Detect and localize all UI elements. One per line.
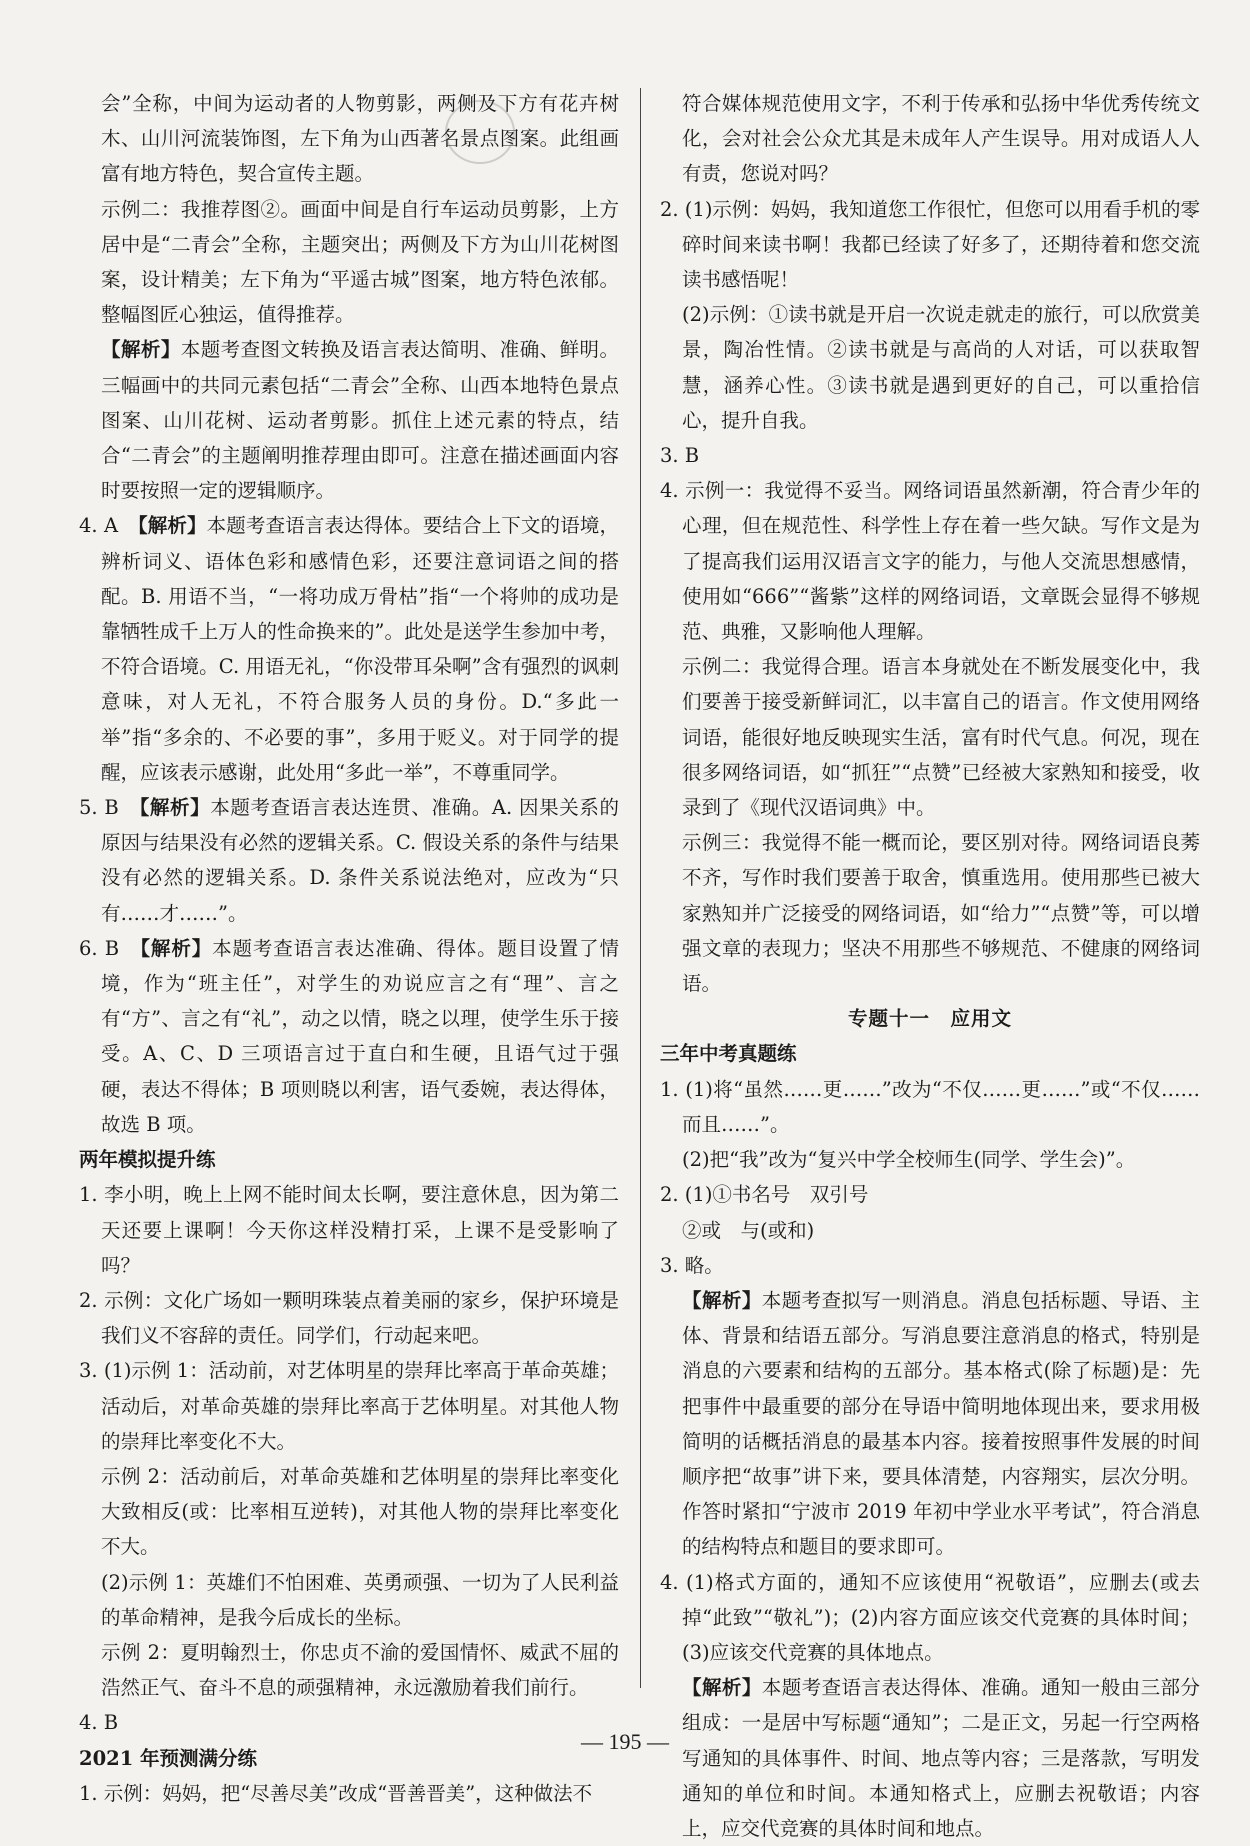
right-paragraph <box>660 297 1200 438</box>
left-paragraph <box>79 1353 619 1459</box>
column-divider <box>640 88 641 1688</box>
right-paragraph <box>660 1072 1200 1142</box>
paragraph-text: 本题考查图文转换及语言表达简明、准确、鲜明。三幅画中的共同元素包括“二青会”全称、山西本地特色景点图案、山川花树、运动者剪影。抓住上述元素的特点，结合“二青会”的主题阐明推荐理由即可。注意在描述画面内容时要按照一定的逻辑顺序。 <box>101 338 619 503</box>
analysis-label: 【解析】 <box>137 514 207 538</box>
paragraph-text: 示例 2：夏明翰烈士，你忠贞不渝的爱国情怀、威武不屈的浩然正气、奋斗不息的顽强精神，永远激励着我们前行。 <box>101 1640 619 1700</box>
right-paragraph <box>660 1036 1200 1071</box>
paragraph-text: 4. B <box>79 1711 119 1735</box>
paragraph-text: 示例二：我推荐图②。画面中间是自行车运动员剪影，上方居中是“二青会”全称，主题突出；两侧及下方为山川花树图案，设计精美；左下角为“平遥古城”图案，地方特色浓郁。整幅图匠心独运，值得推荐。 <box>101 197 619 327</box>
left-paragraph <box>79 1142 619 1177</box>
paragraph-text: 专题十一 应用文 <box>847 1007 1012 1031</box>
paragraph-text: 符合媒体规范使用文字，不利于传承和弘扬中华优秀传统文化，会对社会公众尤其是未成年人产生误导。用对成语人人有责，您说对吗？ <box>682 92 1200 186</box>
page-number: — 195 — <box>581 1729 669 1754</box>
left-paragraph <box>79 1565 619 1635</box>
left-paragraph <box>79 790 619 931</box>
paragraph-text: 1. 示例：妈妈，把“尽善尽美”改成“晋善晋美”，这种做法不 <box>79 1781 593 1805</box>
right-paragraph <box>660 1248 1200 1283</box>
item-prefix: 4. A <box>79 514 138 538</box>
paragraph-text: 本题考查语言表达得体、准确。通知一般由三部分组成：一是居中写标题“通知”；二是正文，另起一行空两格写通知的具体事件、时间、地点等内容；三是落款，写明发通知的单位和时间。本通知格式上，应删去祝敬语；内容上，应交代竞赛的具体时间和地点。 <box>682 1676 1200 1840</box>
stamp-watermark <box>445 100 515 164</box>
right-paragraph <box>660 86 1200 192</box>
paragraph-text: 两年模拟提升练 <box>79 1148 216 1172</box>
right-paragraph <box>660 1283 1200 1565</box>
paragraph-text: 3. B <box>660 444 700 468</box>
paragraph-text: 示例 2：活动前后，对革命英雄和艺体明星的崇拜比率变化大致相反(或：比率相互逆转)，对其他人物的崇拜比率变化不大。 <box>101 1464 619 1559</box>
left-paragraph <box>79 332 619 508</box>
paragraph-text: (2)把“我”改为“复兴中学全校师生(同学、学生会)”。 <box>682 1148 1136 1172</box>
paragraph-text: 三年中考真题练 <box>660 1042 797 1066</box>
right-column <box>660 86 1200 1846</box>
left-paragraph <box>79 1776 619 1811</box>
left-column <box>79 86 619 1811</box>
right-paragraph <box>660 1565 1200 1671</box>
paragraph-text: 2021 年预测满分练 <box>79 1746 258 1770</box>
right-paragraph <box>660 473 1200 649</box>
analysis-label: 【解析】 <box>682 1288 762 1312</box>
right-paragraph <box>660 1670 1200 1846</box>
paragraph-text: 4. 示例一：我觉得不妥当。网络词语虽然新潮，符合青少年的心理，但在规范性、科学性上存在着一些欠缺。写作文是为了提高我们运用汉语言文字的能力，与他人交流思想感情，使用如“666”“酱紫”这样的网络词语，文章既会显得不够规范、典雅，又影响他人理解。 <box>660 479 1200 644</box>
paragraph-text: (2)示例：①读书就是开启一次说走就走的旅行，可以欣赏美景，陶冶性情。②读书就是与高尚的人对话，可以获取智慧，涵养心性。③读书就是遇到更好的自己，可以重拾信心，提升自我。 <box>682 303 1200 432</box>
analysis-label: 【解析】 <box>101 338 181 362</box>
paragraph-text: 本题考查语言表达连贯、准确。A. 因果关系的原因与结果没有必然的逻辑关系。C. 假设关系的条件与结果没有必然的逻辑关系。D. 条件关系说法绝对，应改为“只有……才……”。 <box>101 796 619 925</box>
analysis-label: 【解析】 <box>139 796 211 820</box>
paragraph-text: 2. (1)示例：妈妈，我知道您工作很忙，但您可以用看手机的零碎时间来读书啊！我都已经读了好多了，还期待着和您交流读书感悟呢！ <box>660 197 1200 292</box>
paragraph-text: 示例二：我觉得合理。语言本身就处在不断发展变化中，我们要善于接受新鲜词汇，以丰富自己的语言。作文使用网络词语，能很好地反映现实生活，富有时代气息。何况，现在很多网络词语，如“抓狂”“点赞”已经被大家熟知和接受，收录到了《现代汉语词典》中。 <box>682 655 1200 820</box>
paragraph-text: 1. (1)将“虽然……更……”改为“不仅……更……”或“不仅……而且……”。 <box>660 1077 1200 1136</box>
right-paragraph <box>660 1213 1200 1248</box>
left-paragraph <box>79 508 619 790</box>
item-prefix: 6. B <box>79 936 141 960</box>
left-paragraph <box>79 1283 619 1353</box>
left-paragraph <box>79 192 619 333</box>
paragraph-text: 会”全称，中间为运动者的人物剪影，两侧及下方有花卉树木、山川河流装饰图，左下角为山西著名景点图案。此组画富有地方特色，契合宣传主题。 <box>101 92 619 186</box>
paragraph-text: 示例三：我觉得不能一概而论，要区别对待。网络词语良莠不齐，写作时我们要善于取舍，慎重选用。使用那些已被大家熟知并广泛接受的网络词语，如“给力”“点赞”等，可以增强文章的表现力；坚决不用那些不够规范、不健康的网络词语。 <box>682 831 1200 996</box>
paragraph-text: 本题考查语言表达准确、得体。题目设置了情境，作为“班主任”，对学生的劝说应言之有“理”、言之有“方”、言之有“礼”，动之以情，晓之以理，使学生乐于接受。A、C、D 三项语言过于直白和生硬，且语气过于强硬，表达不得体；B 项则晓以利害，语气委婉，表达得体，故选 B 项。 <box>101 936 619 1136</box>
analysis-label: 【解析】 <box>682 1676 762 1700</box>
right-paragraph <box>660 438 1200 473</box>
paragraph-text: 本题考查拟写一则消息。消息包括标题、导语、主体、背景和结语五部分。写消息要注意消息的格式，特别是消息的六要素和结构的五部分。基本格式(除了标题)是：先把事件中最重要的部分在导语中简明地体现出来，要求用极简明的话概括消息的最基本内容。接着按照事件发展的时间顺序把“故事”讲下来，要具体清楚，内容翔实，层次分明。作答时紧扣“宁波市 2019 年初中学业水平考试”，符合消息的结构特点和题目的要求即可。 <box>682 1288 1200 1559</box>
paragraph-text: 1. 李小明，晚上上网不能时间太长啊，要注意休息，因为第二天还要上课啊！今天你这样没精打采，上课不是受影响了吗？ <box>79 1183 619 1277</box>
right-paragraph <box>660 1001 1200 1036</box>
paragraph-text: 2. 示例：文化广场如一颗明珠装点着美丽的家乡，保护环境是我们义不容辞的责任。同学们，行动起来吧。 <box>79 1288 619 1348</box>
paragraph-text: ②或 与(或和) <box>682 1218 815 1242</box>
item-prefix: 5. B <box>79 796 140 820</box>
left-paragraph <box>79 931 619 1142</box>
paragraph-text: 4. (1)格式方面的，通知不应该使用“祝敬语”，应删去(或去掉“此致”“敬礼”)；(2)内容方面应该交代竞赛的具体时间；(3)应该交代竞赛的具体地点。 <box>660 1570 1200 1664</box>
left-paragraph <box>79 1177 619 1283</box>
right-paragraph <box>660 649 1200 825</box>
paragraph-text: 3. (1)示例 1：活动前，对艺体明星的崇拜比率高于革命英雄；活动后，对革命英雄的崇拜比率高于艺体明星。对其他人物的崇拜比率变化不大。 <box>79 1359 619 1453</box>
paragraph-text: 3. 略。 <box>660 1253 724 1277</box>
left-paragraph <box>79 1635 619 1705</box>
right-paragraph <box>660 192 1200 298</box>
analysis-label: 【解析】 <box>140 936 213 960</box>
right-paragraph <box>660 1177 1200 1212</box>
paragraph-text: 本题考查语言表达得体。要结合上下文的语境，辨析词义、语体色彩和感情色彩，还要注意词语之间的搭配。B. 用语不当，“一将功成万骨枯”指“一个将帅的成功是靠牺牲成千上万人的性命换来的”。此处是送学生参加中考，不符合语境。C. 用语无礼，“你没带耳朵啊”含有强烈的讽刺意味，对人无礼，不符合服务人员的身份。D.“多此一举”指“多余的、不必要的事”，多用于贬义。对于同学的提醒，应该表示感谢，此处用“多此一举”，不尊重同学。 <box>101 514 619 784</box>
left-paragraph <box>79 1459 619 1565</box>
paragraph-text: (2)示例 1：英雄们不怕困难、英勇顽强、一切为了人民利益的革命精神，是我今后成长的坐标。 <box>101 1570 619 1629</box>
right-paragraph <box>660 1142 1200 1177</box>
paragraph-text: 2. (1)①书名号 双引号 <box>660 1183 869 1207</box>
right-paragraph <box>660 825 1200 1001</box>
left-paragraph <box>79 86 619 192</box>
